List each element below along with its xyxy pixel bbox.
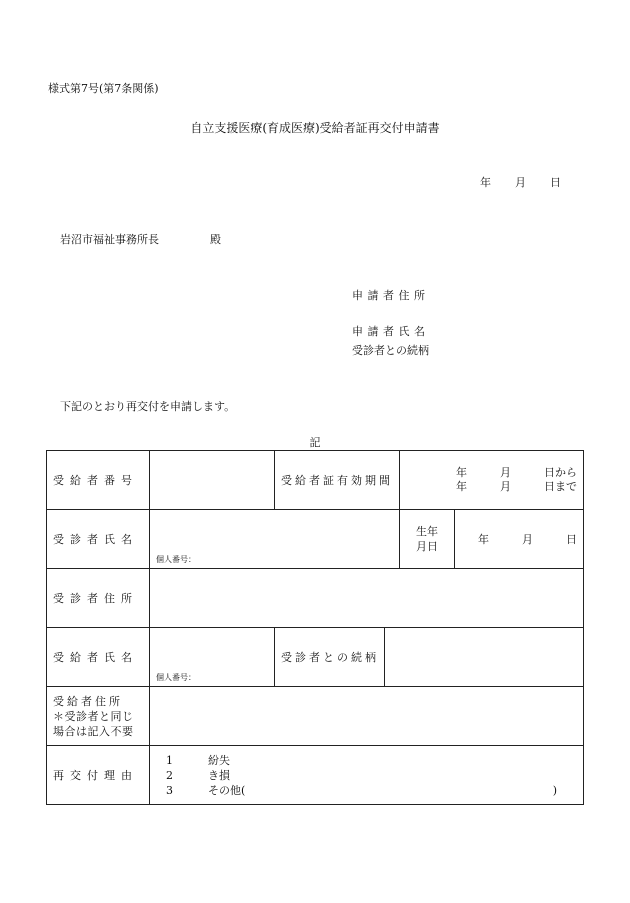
recipient-relation-label: 受診者との続柄 [275, 628, 385, 687]
application-table [46, 450, 584, 805]
intro-text: 下記のとおり再交付を申請します。 [60, 400, 236, 413]
applicant-relation-label: 受診者との続柄 [352, 344, 429, 357]
reason-close-paren: ) [552, 784, 557, 797]
date-month: 月 [515, 176, 526, 189]
recipient-name-field[interactable] [150, 628, 275, 687]
recipient-address-label-line-3: 場合は記入不要 [53, 724, 134, 738]
birth-label-line-1: 生年 [416, 525, 438, 538]
addressee-honorific: 殿 [210, 233, 221, 246]
birth-month: 月 [522, 533, 533, 546]
addressee-office: 岩沼市福祉事務所長 [60, 233, 159, 246]
reason-1-text: 紛失 [208, 753, 230, 767]
validity-field[interactable] [400, 451, 584, 510]
ki-label: 記 [309, 436, 321, 449]
patient-name-label: 受診者氏名 [47, 510, 150, 569]
birth-date-field[interactable] [455, 510, 584, 569]
recipient-address-label-line-2: ＊受診者と同じ [53, 709, 134, 723]
validity-from-year: 年 [456, 466, 467, 479]
reason-1-number: 1 [166, 753, 173, 767]
recipient-address-label-line-1: 受給者住所 [53, 694, 123, 708]
recipient-address-field[interactable] [150, 687, 584, 746]
date-year: 年 [480, 176, 491, 189]
patient-address-label: 受診者住所 [47, 569, 150, 628]
recipient-name-label: 受給者氏名 [47, 628, 150, 687]
recipient-number-label: 受給者番号 [47, 451, 150, 510]
personal-number-label: 個人番号： [156, 555, 196, 564]
birth-year: 年 [478, 533, 489, 546]
reason-2-number: 2 [166, 768, 173, 782]
reason-3-number: 3 [166, 783, 173, 797]
validity-from-day: 日から [544, 466, 577, 479]
reason-label: 再交付理由 [47, 746, 150, 805]
page-title: 自立支援医療(育成医療)受給者証再交付申請書 [190, 121, 440, 135]
validity-to-year: 年 [456, 480, 467, 493]
recipient-address-label [47, 687, 150, 746]
reason-option-1[interactable] [166, 753, 583, 768]
recipient-personal-number-label: 個人番号： [156, 673, 196, 682]
validity-from-month: 月 [500, 466, 511, 479]
applicant-address-label: 申請者住所 [352, 289, 430, 302]
validity-to-day: 日まで [544, 480, 577, 493]
reason-3-text: その他( [208, 783, 246, 797]
birth-date-label [400, 510, 455, 569]
reason-field[interactable] [150, 746, 584, 805]
reason-option-2[interactable] [166, 768, 583, 783]
recipient-relation-field[interactable] [385, 628, 584, 687]
date-day: 日 [550, 176, 561, 189]
patient-name-field[interactable] [150, 510, 400, 569]
applicant-name-label: 申請者氏名 [352, 325, 430, 338]
patient-address-field[interactable] [150, 569, 584, 628]
birth-day: 日 [566, 533, 577, 546]
validity-label: 受給者証有効期間 [275, 451, 400, 510]
recipient-number-field[interactable] [150, 451, 275, 510]
reason-option-3[interactable] [166, 783, 583, 798]
birth-label-line-2: 月日 [416, 540, 438, 553]
reason-2-text: き損 [208, 768, 230, 782]
form-number: 様式第7号(第7条関係) [48, 82, 159, 95]
validity-to-month: 月 [500, 480, 511, 493]
